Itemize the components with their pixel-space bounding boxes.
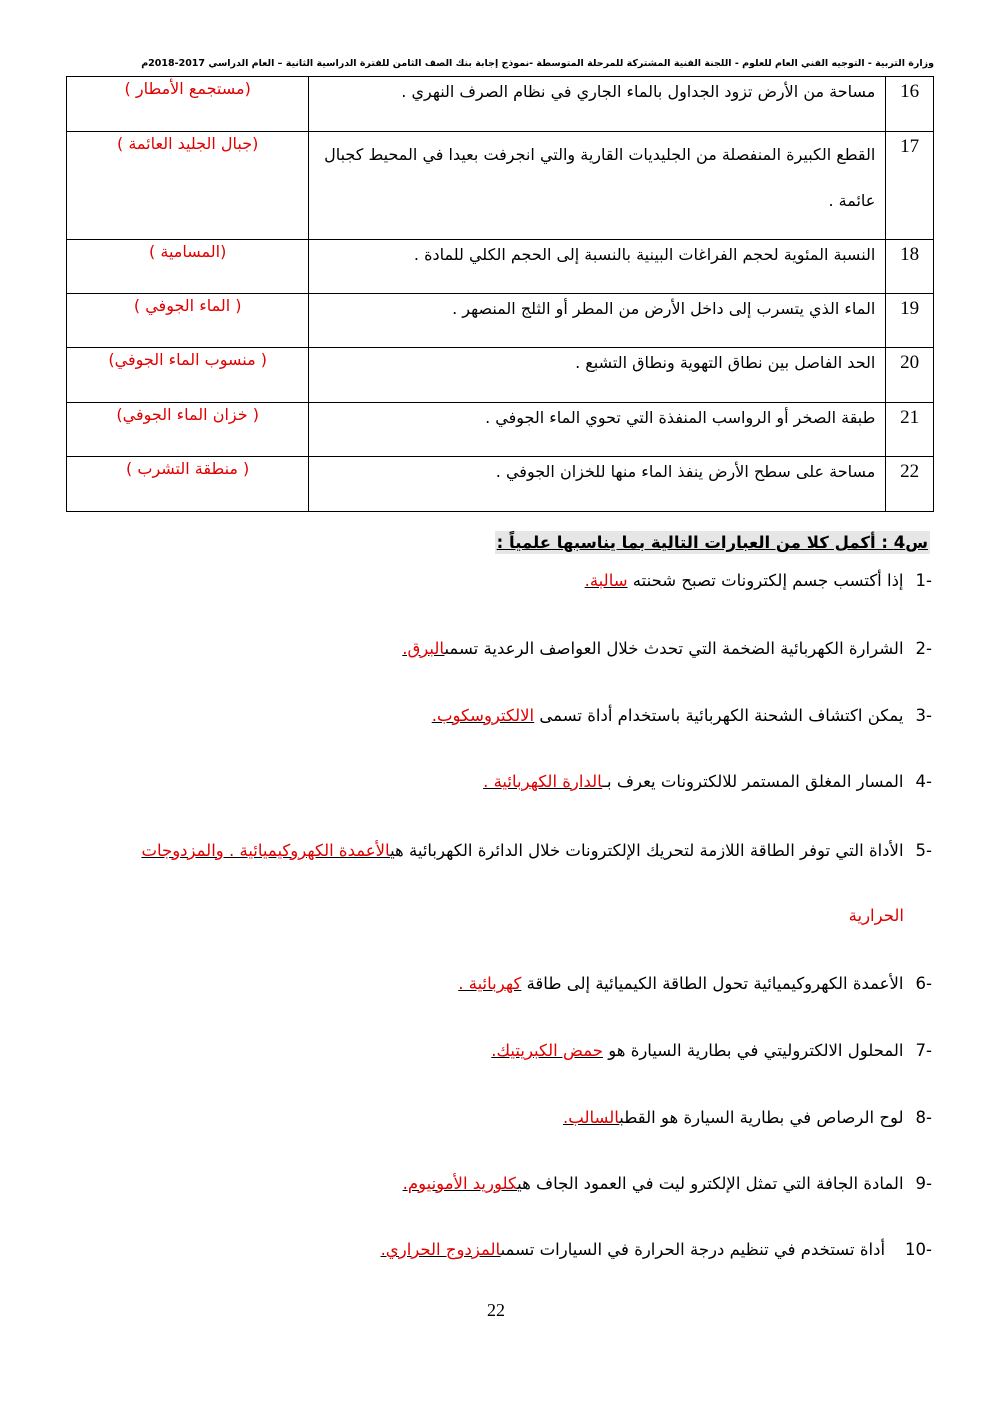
row-term: ( الماء الجوفي ) bbox=[67, 294, 309, 348]
item-text: أداة تستخدم في تنظيم درجة الحرارة في السيارات تسمى bbox=[500, 1240, 886, 1259]
row-term: ( منسوب الماء الجوفي) bbox=[67, 348, 309, 403]
row-definition: مساحة على سطح الأرض ينفذ الماء منها للخزان الجوفي . bbox=[309, 457, 886, 512]
item-answer-line2: الحرارية bbox=[848, 906, 904, 925]
item-answer: حمض الكبريتيك. bbox=[491, 1041, 603, 1060]
table-row bbox=[67, 348, 934, 403]
page-header: وزارة التربية - التوجيه الفني العام للعلوم - اللجنة الفنية المشتركة للمرحلة المتوسطة -نموذج إجابة بنك الصف الثامن للفترة الدراسية الثانية – العام الدراسي 2017-2018م bbox=[141, 58, 934, 69]
row-definition: القطع الكبيرة المنفصلة من الجليديات القارية والتي انجرفت بعيدا في المحيط كجبال عائمة . bbox=[309, 132, 886, 240]
item-text: لوح الرصاص في بطارية السيارة هو القطب bbox=[619, 1108, 904, 1127]
item-number: -6 bbox=[915, 974, 932, 993]
list-item bbox=[141, 841, 932, 860]
list-item bbox=[403, 1174, 932, 1193]
list-item bbox=[458, 974, 932, 993]
item-number: -8 bbox=[915, 1108, 932, 1127]
item-number: -7 bbox=[915, 1041, 932, 1060]
item-number: -2 bbox=[915, 639, 932, 658]
table-row bbox=[67, 403, 934, 457]
row-number: 20 bbox=[886, 348, 934, 403]
item-answer: كهربائية . bbox=[458, 974, 522, 993]
item-answer: السالب. bbox=[563, 1108, 620, 1127]
section-title: س4 : أكمل كلا من العبارات التالية بما يناسبها علمياً : bbox=[496, 533, 928, 552]
item-answer: المزدوج الحراري. bbox=[380, 1240, 501, 1259]
row-term: ( خزان الماء الجوفي) bbox=[67, 403, 309, 457]
item-answer: كلوريد الأمونيوم. bbox=[402, 1174, 518, 1193]
item-text: المادة الجافة التي تمثل الإلكترو ليت في العمود الجاف هي bbox=[517, 1174, 904, 1193]
row-definition: طبقة الصخر أو الرواسب المنفذة التي تحوي الماء الجوفي . bbox=[309, 403, 886, 457]
item-number: -10 bbox=[905, 1240, 932, 1259]
page-number: 22 bbox=[487, 1300, 505, 1320]
row-number: 19 bbox=[886, 294, 934, 348]
row-definition: مساحة من الأرض تزود الجداول بالماء الجاري في نظام الصرف النهري . bbox=[309, 77, 886, 132]
item-text: المحلول الالكتروليتي في بطارية السيارة هو bbox=[608, 1041, 904, 1060]
item-text: الأعمدة الكهروكيميائية تحول الطاقة الكيميائية إلى طاقة bbox=[526, 974, 904, 993]
list-item bbox=[491, 1041, 932, 1060]
item-answer: البرق. bbox=[402, 639, 445, 658]
table-row bbox=[67, 457, 934, 512]
item-number: -5 bbox=[915, 841, 932, 860]
table-row bbox=[67, 77, 934, 132]
list-item bbox=[585, 571, 932, 590]
row-term: (مستجمع الأمطار ) bbox=[67, 77, 309, 132]
row-definition: النسبة المئوية لحجم الفراغات البينية بالنسبة إلى الحجم الكلي للمادة . bbox=[309, 240, 886, 294]
item-answer: الأعمدة الكهروكيميائية . والمزدوجات bbox=[141, 841, 391, 860]
item-text: الشرارة الكهربائية الضخمة التي تحدث خلال العواصف الرعدية تسمى bbox=[444, 639, 904, 658]
list-item bbox=[402, 639, 932, 658]
item-text: المسار المغلق المستمر للالكترونات يعرف بـ bbox=[602, 772, 904, 791]
item-number: -3 bbox=[915, 706, 932, 725]
item-answer: سالبة. bbox=[584, 571, 628, 590]
table-row bbox=[67, 294, 934, 348]
item-number: -9 bbox=[915, 1174, 932, 1193]
row-number: 21 bbox=[886, 403, 934, 457]
row-number: 16 bbox=[886, 77, 934, 132]
table-row bbox=[67, 132, 934, 240]
terms-table bbox=[66, 76, 934, 512]
row-term: (المسامية ) bbox=[67, 240, 309, 294]
item-answer: الدارة الكهربائية . bbox=[483, 772, 603, 791]
table-row bbox=[67, 240, 934, 294]
list-item-continuation bbox=[849, 906, 904, 925]
item-number: -1 bbox=[915, 571, 932, 590]
list-item bbox=[563, 1108, 932, 1127]
item-text: إذا أكتسب جسم إلكترونات تصبح شحنته bbox=[632, 571, 904, 590]
item-text: يمكن اكتشاف الشحنة الكهربائية باستخدام أداة تسمى bbox=[539, 706, 904, 725]
row-number: 18 bbox=[886, 240, 934, 294]
list-item bbox=[381, 1240, 932, 1259]
item-number: -4 bbox=[915, 772, 932, 791]
row-definition: الماء الذي يتسرب إلى داخل الأرض من المطر أو الثلج المنصهر . bbox=[309, 294, 886, 348]
item-answer: الالكتروسكوب. bbox=[431, 706, 535, 725]
list-item bbox=[483, 772, 932, 791]
row-number: 22 bbox=[886, 457, 934, 512]
row-number: 17 bbox=[886, 132, 934, 240]
row-definition: الحد الفاصل بين نطاق التهوية ونطاق التشبع . bbox=[309, 348, 886, 403]
item-text: الأداة التي توفر الطاقة اللازمة لتحريك الإلكترونات خلال الدائرة الكهربائية هي bbox=[390, 841, 904, 860]
row-term: ( منطقة التشرب ) bbox=[67, 457, 309, 512]
list-item bbox=[432, 706, 932, 725]
row-term: (جبال الجليد العائمة ) bbox=[67, 132, 309, 240]
